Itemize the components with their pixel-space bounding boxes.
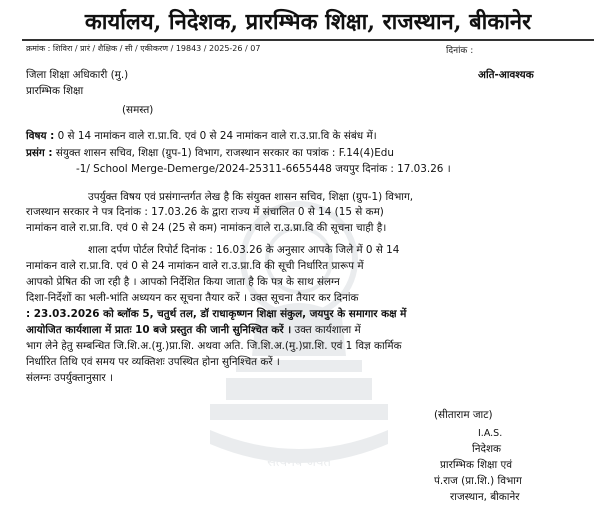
- body-p1-line-2: राजस्थान सरकार ने पत्र दिनांक : 17.03.26 के द्वारा राज्य में संचालित 0 से 14 (15 से कम): [26, 206, 384, 218]
- body-p2-line-6: [26, 323, 361, 337]
- body-p2-line-4: दिशा-निर्देशों का भली-भांति अध्ययन कर सूचना तैयार करें । उक्त सूचना तैयार कर दिनांक: [26, 292, 359, 304]
- reference-label: प्रसंग :: [26, 147, 53, 159]
- signatory-dept-2: पं.राज (प्रा.शि.) विभाग: [434, 475, 522, 487]
- body-p2-line-3: आपको प्रेषित की जा रही है । आपको निर्देशित किया जाता है कि पत्र के साथ संलग्न: [26, 276, 340, 288]
- body-p2-bold-line-1: : 23.03.2026 को ब्लॉक 5, चतुर्थ तल, डॉ राधाकृष्णन शिक्षा संकुल, जयपुर के समागार कक्ष में: [26, 308, 407, 320]
- subject-line: [26, 129, 377, 143]
- body-p2-rest-line-2: निर्धारित तिथि एवं समय पर व्यक्तिशः उपस्थित होना सुनिश्चित करें ।: [26, 356, 280, 368]
- subject-text: 0 से 14 नामांकन वाले रा.प्रा.वि. एवं 0 से 24 नामांकन वाले रा.उ.प्रा.वि के संबंध में।: [57, 130, 377, 142]
- signatory-name: (सीताराम जाट): [434, 409, 493, 421]
- priority-label: अति-आवश्यक: [478, 69, 534, 81]
- addressee-line-1: जिला शिक्षा अधिकारी (मु.): [26, 69, 129, 81]
- body-p2-line-1: शाला दर्पण पोर्टल रिपोर्ट दिनांक : 16.03.26 के अनुसार आपके जिले में 0 से 14: [88, 244, 400, 256]
- addressee-line-2: प्रारम्भिक शिक्षा: [26, 85, 84, 97]
- subject-label: विषय :: [26, 130, 55, 142]
- signatory-dept-1: प्रारम्भिक शिक्षा एवं: [440, 459, 512, 471]
- reference-text-1: संयुक्त शासन सचिव, शिक्षा (ग्रुप-1) विभाग, राजस्थान सरकार का पत्रांक : F.14(4)Edu: [55, 147, 394, 159]
- reference-text-2: -1/ School Merge-Demerge/2024-25311-6655448 जयपुर दिनांक : 17.03.26 ।: [76, 163, 451, 175]
- reference-number: क्रमांक : शिविरा / प्रारं / शैक्षिक / सी / एकीकरण / 19843 / 2025-26 / 07: [26, 44, 261, 53]
- emblem-caption: सत्यमेव जयते: [267, 455, 331, 470]
- body-p2-line-2: नामांकन वाले रा.प्रा.वि. एवं 0 से 24 नामांकन वाले रा.उ.प्रा.वि की सूची निर्धारित प्रारूप में: [26, 260, 364, 272]
- signatory-designation: निदेशक: [472, 443, 502, 455]
- signatory-service: I.A.S.: [478, 428, 503, 439]
- body-p2-bold-line-2: आयोजित कार्यशाला में प्रातः 10 बजे प्रस्तुत की जानी सुनिश्चित करें ।: [26, 324, 292, 336]
- signatory-place: राजस्थान, बीकानेर: [450, 491, 520, 503]
- enclosure-line: संलग्नः उपर्युक्तानुसार ।: [26, 372, 113, 384]
- date-label: दिनांक :: [446, 46, 474, 56]
- body-p1-line-1: उपर्युक्त विषय एवं प्रसंगान्तर्गत लेख है कि संयुक्त शासन सचिव, शिक्षा (ग्रुप-1) विभाग,: [88, 191, 414, 203]
- body-p2-bold-tail: उक्त कार्यशाला में: [294, 324, 361, 336]
- addressee-line-3: (समस्त): [122, 104, 154, 116]
- header-rule: [22, 39, 594, 41]
- body-p2-rest-line-1: भाग लेने हेतु सम्बन्धित जि.शि.अ.(मु.)प्रा.शि. अथवा अति. जि.शि.अ.(मु.)प्रा.शि. एवं 1 विज्ञ कार्मिक: [26, 340, 402, 352]
- body-p1-line-3: नामांकन वाले रा.प्रा.वि. एवं 0 से 24 (25 से कम) नामांकन वाले रा.उ.प्रा.वि की सूचना चाही है।: [26, 222, 387, 234]
- reference-line-1: [26, 146, 394, 160]
- office-title: कार्यालय, निदेशक, प्रारम्भिक शिक्षा, राजस्थान, बीकानेर: [84, 9, 532, 35]
